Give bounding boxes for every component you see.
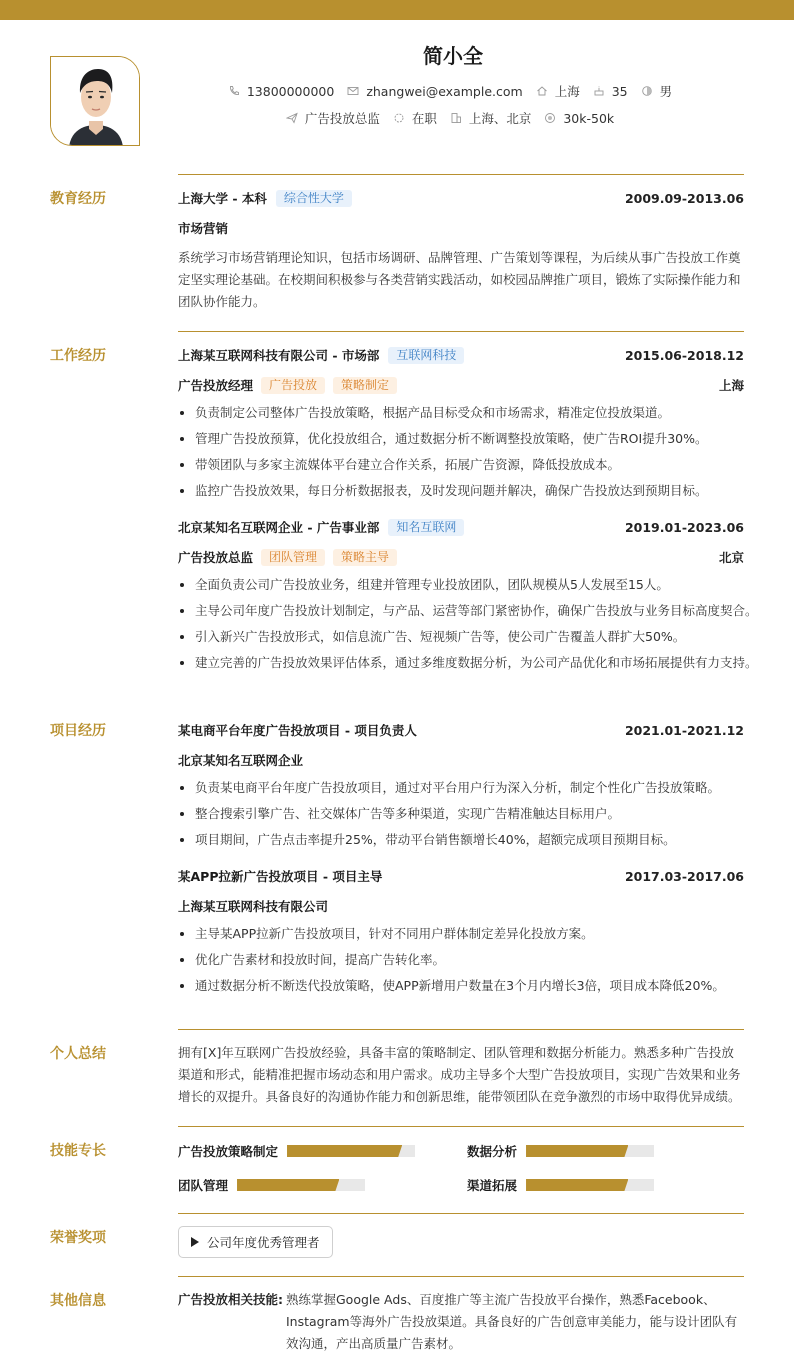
award-name: 公司年度优秀管理者	[207, 1235, 320, 1250]
job-date: 2019.01-2023.06	[624, 519, 744, 535]
cake-icon	[593, 85, 605, 97]
job-bullets	[178, 572, 758, 676]
skill-item	[467, 1175, 654, 1195]
skill-item	[178, 1141, 415, 1161]
role-tag: 团队管理	[261, 549, 325, 566]
job-location: 北京	[718, 550, 744, 565]
job-entry	[178, 340, 744, 504]
skill-bar-fill	[526, 1179, 628, 1191]
skill-bar	[526, 1179, 654, 1191]
section-body	[178, 706, 744, 999]
skill-bar	[526, 1145, 654, 1157]
email-item	[347, 82, 522, 100]
project-date: 2021.01-2021.12	[624, 722, 744, 738]
section-title: 个人总结	[50, 1046, 106, 1062]
list-item: 通过数据分析不断迭代投放策略，使APP新增用户数量在3个月内增长3倍，项目成本降低20%。	[178, 973, 744, 999]
job-bullets	[178, 400, 744, 504]
section-body	[178, 1126, 744, 1209]
job-date: 2015.06-2018.12	[624, 347, 744, 363]
section-title: 项目经历	[50, 723, 106, 739]
edu-description: 系统学习市场营销理论知识，包括市场调研、品牌管理、广告策划等课程，为后续从事广告投放工作奠定坚实理论基础。在校期间积极参与各类营销实践活动，如校园品牌推广项目，锻炼了实际操作能力和团队协作能力。	[178, 250, 741, 309]
list-item: 项目期间，广告点击率提升25%，带动平台销售额增长40%，超额完成项目预期目标。	[178, 827, 744, 853]
age-value: 35	[611, 83, 628, 99]
phone-value: 13800000000	[246, 83, 335, 99]
list-item: 主导某APP拉新广告投放项目，针对不同用户群体制定差异化投放方案。	[178, 921, 744, 947]
gender-value: 男	[659, 84, 673, 99]
project-entry	[178, 861, 744, 999]
role-tag: 策略主导	[333, 549, 397, 566]
list-item: 主导公司年度广告投放计划制定，与产品、运营等部门紧密协作，确保广告投放与业务目标高度契合。	[178, 598, 744, 624]
list-item: 引入新兴广告投放形式，如信息流广告、短视频广告等，使公司广告覆盖人群扩大50%。	[178, 624, 744, 650]
section-body	[178, 1213, 744, 1258]
list-item: 建立完善的广告投放效果评估体系，通过多维度数据分析，为公司产品优化和市场拓展提供有力支持。	[178, 650, 744, 676]
gender-icon	[641, 85, 653, 97]
job-info-row	[180, 109, 720, 127]
edu-header-row	[178, 183, 744, 213]
list-item: 带领团队与多家主流媒体平台建立合作关系，拓展广告资源，降低投放成本。	[178, 452, 744, 478]
job-entry	[178, 512, 758, 676]
project-date: 2017.03-2017.06	[624, 868, 744, 884]
school-tag: 综合性大学	[276, 190, 352, 207]
project-org-row	[178, 891, 744, 921]
contact-info-row	[180, 82, 720, 100]
skill-bar-fill	[237, 1179, 339, 1191]
skill-bar	[237, 1179, 365, 1191]
section-body	[178, 1029, 744, 1108]
project-org-row	[178, 745, 744, 775]
skill-bar-fill	[287, 1145, 402, 1157]
award-item[interactable]	[178, 1226, 333, 1258]
skill-name: 数据分析	[467, 1144, 518, 1159]
other-text: 熟练掌握Google Ads、百度推广等主流广告投放平台操作，熟悉Facebook、Instagram等海外广告投放渠道。具备良好的广告创意审美能力，能与设计团队有效沟通，产出高质量广告素材。	[286, 1292, 738, 1351]
project-bullets	[178, 775, 744, 853]
job-location: 上海	[718, 378, 744, 393]
list-item: 整合搜索引擎广告、社交媒体广告等多种渠道，实现广告精准触达目标用户。	[178, 801, 744, 827]
list-item: 监控广告投放效果，每日分析数据报表，及时发现问题并解决，确保广告投放达到预期目标。	[178, 478, 744, 504]
job-role-row	[178, 542, 744, 572]
section-body	[178, 1276, 744, 1355]
section-title: 教育经历	[50, 191, 106, 207]
skill-bar	[287, 1145, 415, 1157]
skill-name: 团队管理	[178, 1178, 229, 1193]
skills-grid	[178, 1127, 744, 1209]
position-item	[286, 109, 380, 127]
company-name: 北京某知名互联网企业 - 广告事业部	[178, 520, 380, 535]
job-header-row	[178, 512, 744, 542]
project-entry	[178, 715, 744, 853]
skill-item	[178, 1175, 365, 1195]
target-city-value: 上海、北京	[468, 111, 532, 126]
building-icon	[450, 112, 462, 124]
edu-date: 2009.09-2013.06	[624, 190, 744, 206]
target-city-item	[450, 109, 532, 127]
skill-bar-fill	[526, 1145, 628, 1157]
status-icon	[393, 112, 405, 124]
section-body	[178, 174, 744, 313]
list-item: 负责制定公司整体广告投放策略，根据产品目标受众和市场需求，精准定位投放渠道。	[178, 400, 744, 426]
skill-name: 渠道拓展	[467, 1178, 518, 1193]
status-item	[393, 109, 437, 127]
mail-icon	[347, 85, 359, 97]
phone-item	[228, 82, 334, 100]
major-name: 市场营销	[178, 221, 229, 236]
section-title: 工作经历	[50, 348, 106, 364]
section-body	[178, 331, 758, 676]
other-label: 广告投放相关技能:	[178, 1292, 283, 1307]
skill-item	[467, 1141, 654, 1161]
summary-text: 拥有[X]年互联网广告投放经验，具备丰富的策略制定、团队管理和数据分析能力。熟悉多种广告投放渠道和形式，能精准把握市场动态和用户需求。成功主导多个大型广告投放项目，实现广告效果和业务增长的双提升。具备良好的沟通协作能力和创新思维，能带领团队在竞争激烈的市场中取得优异成绩。	[178, 1045, 741, 1104]
job-role-row	[178, 370, 744, 400]
job-role: 广告投放总监	[178, 550, 254, 565]
company-tag: 互联网科技	[388, 347, 464, 364]
other-info-row	[178, 1277, 744, 1355]
city-value: 上海	[554, 84, 580, 99]
email-value: zhangwei@example.com	[366, 83, 523, 99]
status-value: 在职	[411, 111, 437, 126]
salary-value: 30k-50k	[563, 110, 615, 126]
section-title: 荣誉奖项	[50, 1230, 106, 1246]
avatar	[50, 56, 140, 146]
list-item: 优化广告素材和投放时间，提高广告转化率。	[178, 947, 744, 973]
candidate-name: 简小全	[423, 44, 483, 68]
project-bullets	[178, 921, 744, 999]
section-title: 技能专长	[50, 1143, 106, 1159]
major-row	[178, 213, 744, 243]
list-item: 管理广告投放预算，优化投放组合，通过数据分析不断调整投放策略，使广告ROI提升30%。	[178, 426, 744, 452]
skill-name: 广告投放策略制定	[178, 1144, 279, 1159]
job-header-row	[178, 340, 744, 370]
gender-item	[641, 82, 673, 100]
project-name: 某电商平台年度广告投放项目 - 项目负责人	[178, 723, 417, 738]
salary-item	[544, 109, 614, 127]
project-header-row	[178, 861, 744, 891]
avatar-photo	[51, 57, 140, 146]
top-accent-bar	[0, 0, 794, 20]
list-item: 负责某电商平台年度广告投放项目，通过对平台用户行为深入分析，制定个性化广告投放策略。	[178, 775, 744, 801]
home-icon	[536, 85, 548, 97]
age-item	[593, 82, 628, 100]
role-tag: 策略制定	[333, 377, 397, 394]
role-tag: 广告投放	[261, 377, 325, 394]
money-icon	[544, 112, 556, 124]
send-icon	[286, 112, 298, 124]
job-role: 广告投放经理	[178, 378, 254, 393]
project-org: 上海某互联网科技有限公司	[178, 899, 329, 914]
list-item: 全面负责公司广告投放业务，组建并管理专业投放团队，团队规模从5人发展至15人。	[178, 572, 744, 598]
phone-icon	[228, 85, 240, 97]
company-name: 上海某互联网科技有限公司 - 市场部	[178, 348, 380, 363]
project-name: 某APP拉新广告投放项目 - 项目主导	[178, 869, 383, 884]
section-title: 其他信息	[50, 1293, 106, 1309]
project-header-row	[178, 715, 744, 745]
city-item	[536, 82, 580, 100]
company-tag: 知名互联网	[388, 519, 464, 536]
position-value: 广告投放总监	[304, 111, 380, 126]
school-name: 上海大学 - 本科	[178, 191, 267, 206]
project-org: 北京某知名互联网企业	[178, 753, 304, 768]
play-triangle-icon	[191, 1237, 199, 1247]
